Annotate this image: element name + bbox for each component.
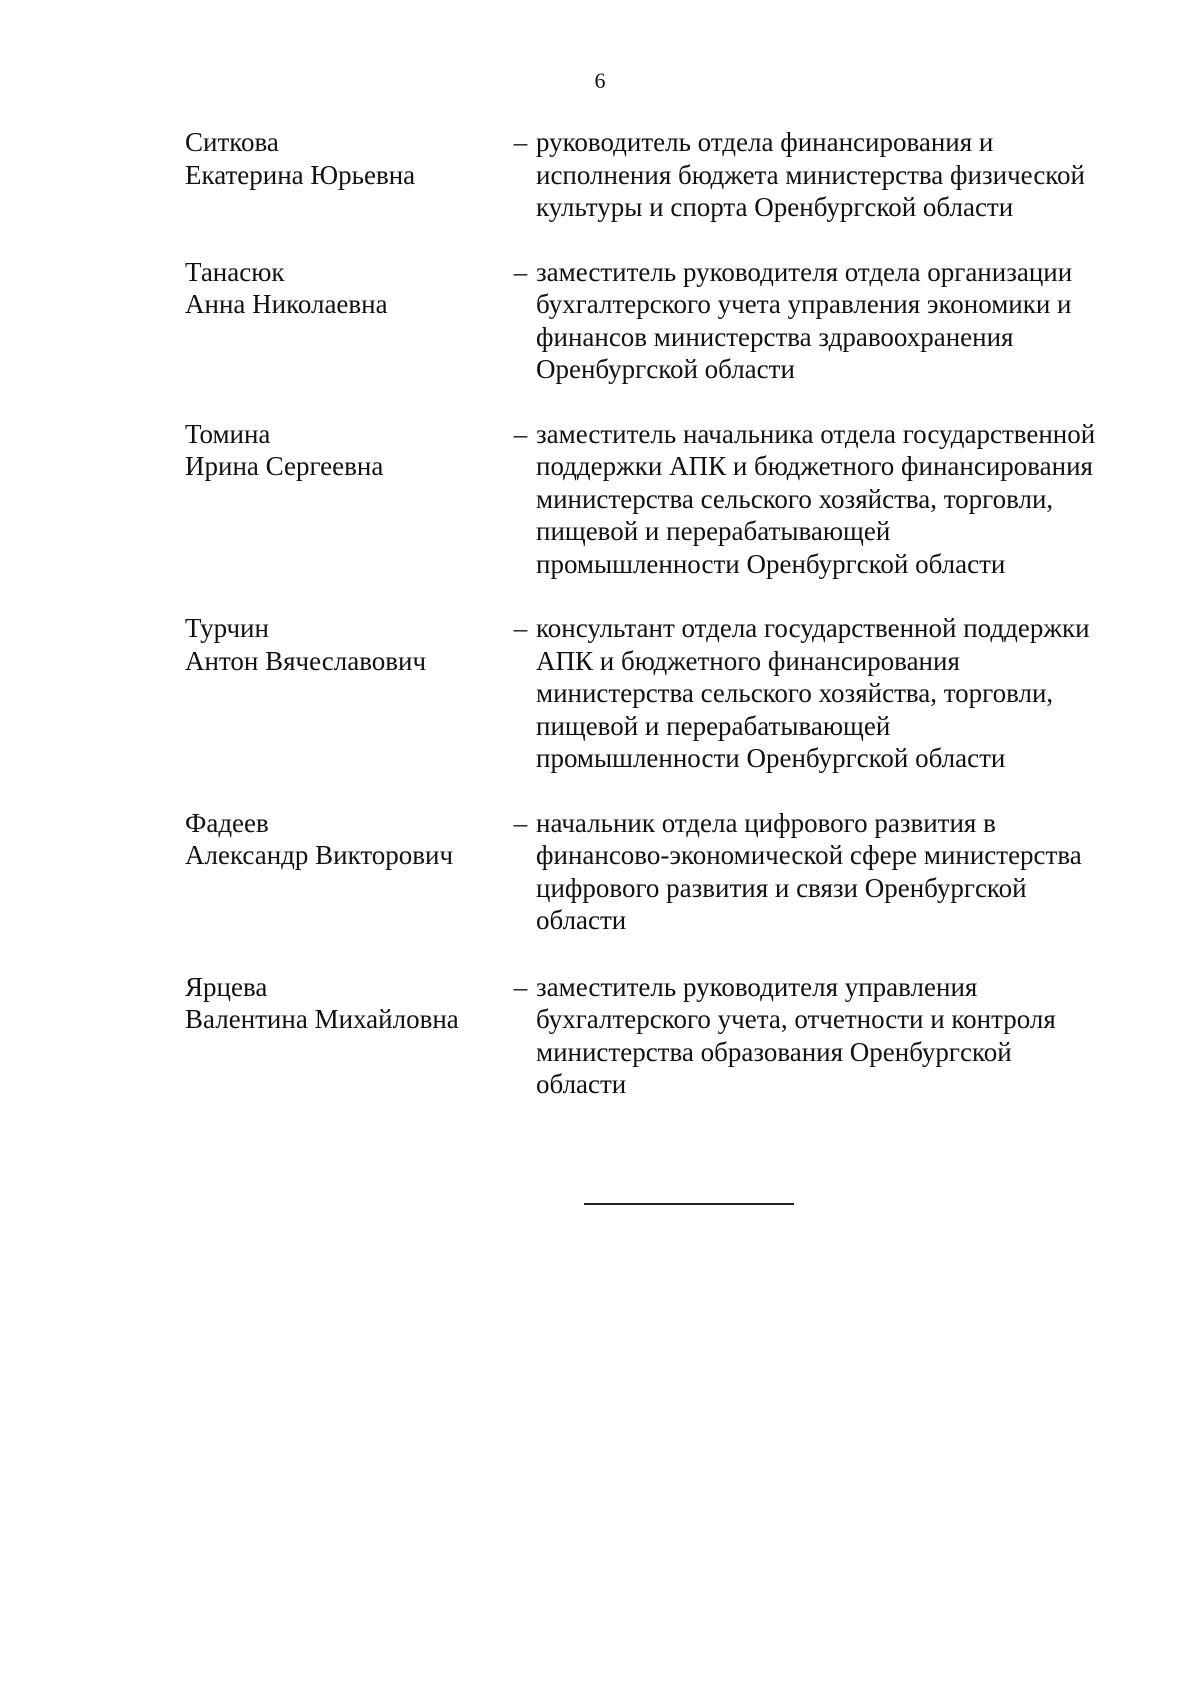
position-description bbox=[536, 807, 1145, 937]
list-item bbox=[185, 971, 1145, 1101]
position-line: руководитель отдела финансирования и bbox=[536, 127, 994, 157]
dash-separator: – bbox=[513, 127, 528, 157]
position-line: пищевой и перерабатывающей bbox=[536, 710, 891, 741]
position-line: министерства образования Оренбургской bbox=[536, 1036, 1012, 1067]
surname: Томина bbox=[185, 418, 271, 449]
person-name bbox=[185, 126, 505, 224]
list-item bbox=[185, 418, 1145, 581]
position-line: области bbox=[536, 1069, 627, 1099]
position-line: Оренбургской области bbox=[536, 354, 795, 384]
given-names: Анна Николаевна bbox=[185, 289, 388, 319]
list-item bbox=[185, 807, 1145, 937]
given-names: Александр Викторович bbox=[185, 840, 454, 870]
list-item bbox=[185, 256, 1145, 386]
dash-separator: – bbox=[513, 256, 528, 287]
position-line: промышленности Оренбургской области bbox=[536, 743, 1006, 773]
position-line: заместитель руководителя отдела организации bbox=[536, 256, 1073, 287]
position-line: АПК и бюджетного финансирования bbox=[536, 645, 960, 676]
position-description bbox=[536, 126, 1145, 224]
list-item bbox=[185, 126, 1145, 224]
position-line: финансово-экономической сфере министерства bbox=[536, 840, 1082, 870]
surname: Ярцева bbox=[185, 971, 268, 1002]
position-line: консультант отдела государственной поддержки bbox=[536, 613, 1090, 643]
position-description bbox=[536, 971, 1145, 1101]
position-description bbox=[536, 418, 1145, 581]
person-name bbox=[185, 807, 505, 937]
position-line: заместитель руководителя управления bbox=[536, 971, 978, 1002]
given-names: Ирина Сергеевна bbox=[185, 451, 384, 481]
position-line: поддержки АПК и бюджетного финансирования bbox=[536, 451, 1093, 481]
position-line: пищевой и перерабатывающей bbox=[536, 516, 891, 546]
given-names: Екатерина Юрьевна bbox=[185, 159, 416, 190]
dash-separator: – bbox=[513, 613, 528, 643]
surname: Ситкова bbox=[185, 127, 279, 157]
dash-separator: – bbox=[513, 418, 528, 449]
dash-separator: – bbox=[513, 807, 528, 838]
person-name bbox=[185, 612, 505, 775]
position-description bbox=[536, 256, 1145, 386]
given-names: Валентина Михайловна bbox=[185, 1004, 459, 1034]
surname: Танасюк bbox=[185, 256, 285, 287]
position-line: заместитель начальника отдела государственной bbox=[536, 418, 1096, 449]
position-line: бухгалтерского учета, отчетности и контроля bbox=[536, 1004, 1056, 1034]
person-name bbox=[185, 256, 505, 386]
person-name bbox=[185, 971, 505, 1101]
position-line: финансов министерства здравоохранения bbox=[536, 321, 1014, 352]
position-line: министерства сельского хозяйства, торговли, bbox=[536, 678, 1054, 708]
list-item bbox=[185, 612, 1145, 775]
surname: Турчин bbox=[185, 613, 269, 643]
dash-separator: – bbox=[513, 971, 528, 1002]
member-list bbox=[185, 126, 1145, 1133]
position-line: бухгалтерского учета управления экономики и bbox=[536, 289, 1072, 319]
position-line: цифрового развития и связи Оренбургской bbox=[536, 872, 1027, 903]
surname: Фадеев bbox=[185, 807, 269, 838]
given-names: Антон Вячеславович bbox=[185, 645, 427, 676]
position-description bbox=[536, 612, 1145, 775]
position-line: области bbox=[536, 905, 627, 935]
closing-divider bbox=[584, 1203, 794, 1205]
position-line: министерства сельского хозяйства, торговли, bbox=[536, 483, 1054, 514]
position-line: промышленности Оренбургской области bbox=[536, 548, 1006, 579]
position-line: начальник отдела цифрового развития в bbox=[536, 807, 996, 838]
position-line: культуры и спорта Оренбургской области bbox=[536, 192, 1014, 222]
person-name bbox=[185, 418, 505, 581]
position-line: исполнения бюджета министерства физической bbox=[536, 159, 1086, 190]
page-number: 6 bbox=[594, 68, 606, 93]
